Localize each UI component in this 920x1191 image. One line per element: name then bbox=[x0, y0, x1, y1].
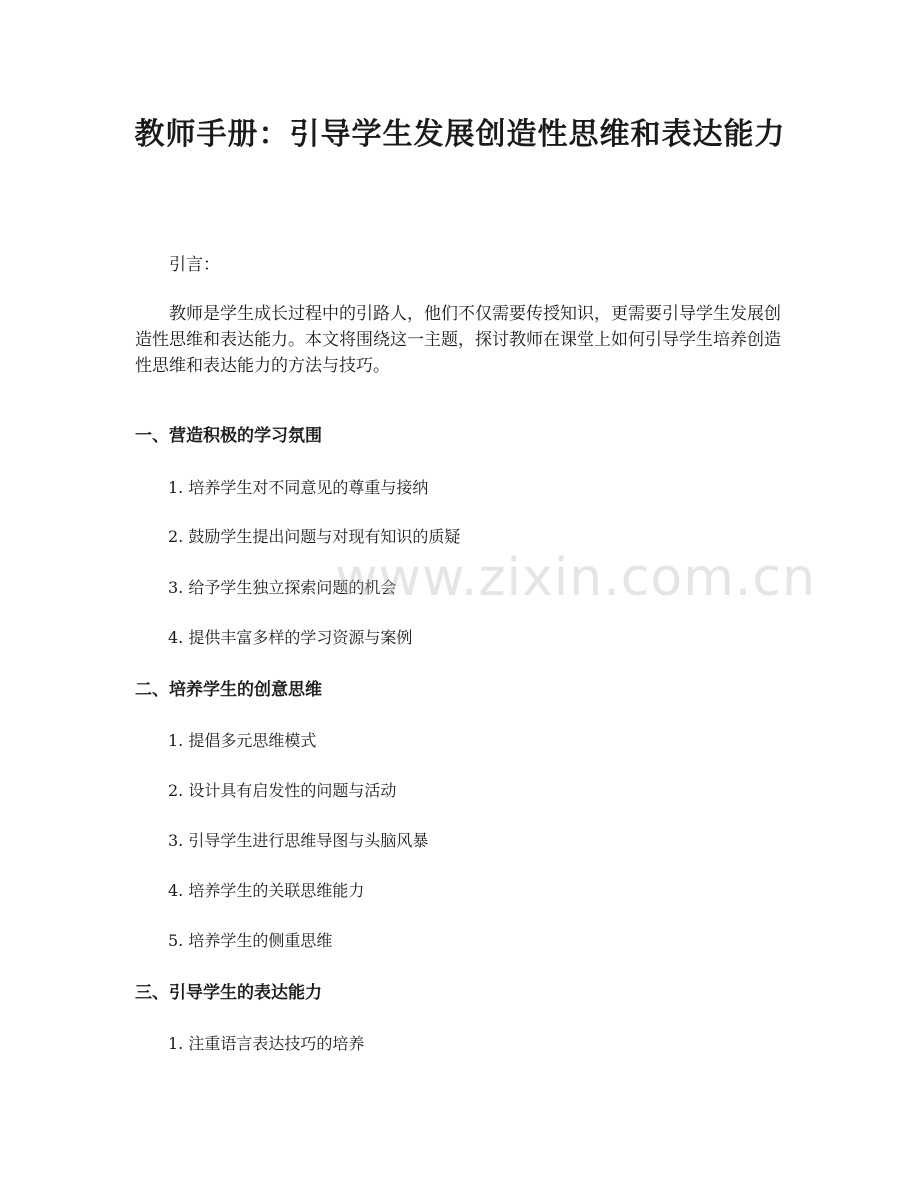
section-heading-2: 二、培养学生的创意思维 bbox=[135, 680, 322, 700]
watermark: www.zixin.com.cn bbox=[335, 548, 816, 608]
list-item: 3. 引导学生进行思维导图与头脑风暴 bbox=[168, 831, 429, 850]
list-item: 2. 鼓励学生提出问题与对现有知识的质疑 bbox=[168, 527, 461, 546]
section-heading-3: 三、引导学生的表达能力 bbox=[135, 983, 322, 1003]
list-item: 1. 注重语言表达技巧的培养 bbox=[168, 1034, 365, 1053]
document-title: 教师手册：引导学生发展创造性思维和表达能力 bbox=[134, 117, 786, 152]
list-item: 1. 提倡多元思维模式 bbox=[168, 731, 317, 750]
intro-paragraph: 教师是学生成长过程中的引路人，他们不仅需要传授知识，更需要引导学生发展创造性思维和表达能力。本文将围绕这一主题，探讨教师在课堂上如何引导学生培养创造性思维和表达能力的方法与技巧。 bbox=[135, 304, 781, 376]
section-heading-1: 一、营造积极的学习氛围 bbox=[135, 426, 322, 446]
list-item: 5. 培养学生的侧重思维 bbox=[168, 931, 333, 950]
list-item: 4. 提供丰富多样的学习资源与案例 bbox=[168, 628, 413, 647]
list-item: 3. 给予学生独立探索问题的机会 bbox=[168, 578, 397, 597]
list-item: 2. 设计具有启发性的问题与活动 bbox=[168, 781, 397, 800]
list-item: 4. 培养学生的关联思维能力 bbox=[168, 881, 365, 900]
intro-label: 引言： bbox=[169, 255, 220, 275]
list-item: 1. 培养学生对不同意见的尊重与接纳 bbox=[168, 478, 429, 497]
